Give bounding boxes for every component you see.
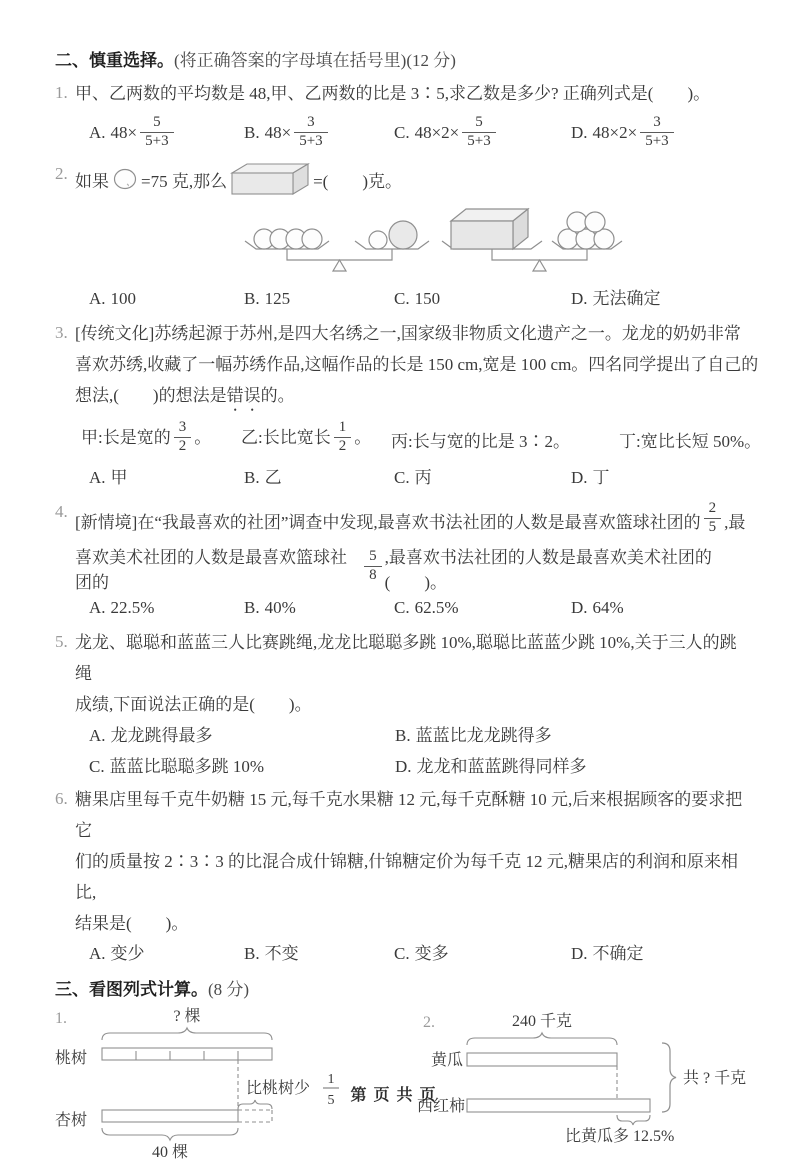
fraction: $\frac{5}{5+3}$ — [462, 114, 495, 150]
section-3-title: 三、看图列式计算。 — [55, 980, 208, 999]
question-5-line2: 成绩,下面说法正确的是( )。 — [75, 695, 312, 714]
diagram-1-row2-label: 杏树 — [55, 1112, 88, 1129]
question-6-number: 6. — [55, 789, 68, 808]
fraction: $\frac{2}{5}$ — [704, 500, 722, 536]
balance-scales-image — [237, 203, 627, 275]
q6-option-a: A. 变少 — [89, 944, 145, 963]
q5-option-a: A. 龙龙跳得最多 — [89, 726, 213, 745]
statement-ding: 丁:宽比长短 50%。 — [619, 431, 762, 451]
diagram-2-note: 比黄瓜多 12.5% — [565, 1128, 675, 1145]
balance-scales-figure — [237, 203, 749, 280]
question-3-number: 3. — [55, 323, 68, 342]
question-3-line3: 想法,( )的想法是错误的。 — [75, 386, 295, 405]
q4-option-c: C. 62.5% — [394, 598, 459, 617]
fraction: $\frac{1}{2}$ — [334, 419, 352, 455]
question-5-line1: 龙龙、聪聪和蓝蓝三人比赛跳绳,龙龙比聪聪多跳 10%,聪聪比蓝蓝少跳 10%,关于三人的跳绳 — [75, 633, 737, 683]
section-2-title: 二、慎重选择。 — [55, 51, 174, 70]
q3-option-d: D. 丁 — [571, 468, 610, 487]
statement-bing: 丙:长与宽的比是 3∶2。 — [391, 431, 570, 451]
question-2-number: 2. — [55, 164, 68, 183]
fraction: $\frac{3}{2}$ — [174, 419, 192, 455]
q2-option-a: A. 100 — [89, 289, 137, 308]
page-footer: 第页共页 — [350, 1087, 443, 1104]
question-4-line1: [新情境]在“我最喜欢的社团”调查中发现,最喜欢书法社团的人数是最喜欢篮球社团的 $\frac{2}{5}$ ,最 — [75, 499, 746, 535]
question-2-options — [75, 284, 749, 314]
section-3-heading — [55, 975, 749, 1005]
q4-option-b: B. 40% — [244, 598, 296, 617]
question-3-options — [75, 463, 761, 493]
question-6-line3: 结果是( )。 — [75, 914, 189, 933]
question-6-line2: 们的质量按 2∶3∶3 的比混合成什锦糖,什锦糖定价为每千克 12 元,糖果店的利润和原来相比, — [75, 852, 738, 902]
question-5-options-row2 — [75, 751, 749, 782]
question-6-line1: 糖果店里每千克牛奶糖 15 元,每千克水果糖 12 元,每千克酥糖 10 元,后来根据顾客的要求把它 — [75, 790, 743, 840]
question-4 — [55, 497, 749, 623]
q3-option-c: C. 丙 — [394, 468, 432, 487]
question-1-options — [75, 109, 749, 159]
question-3-line1: [传统文化]苏绣起源于苏州,是四大名绣之一,国家级非物质文化遗产之一。龙龙的奶奶非常 — [75, 324, 741, 343]
question-2-text: 如果 =75 克,那么 =( )克。 — [75, 159, 749, 199]
diagram-1-top-label: ? 棵 — [173, 1008, 201, 1025]
question-6-options — [75, 939, 749, 969]
question-5-number: 5. — [55, 632, 68, 651]
q6-option-c: C. 变多 — [394, 944, 449, 963]
q3-option-b: B. 乙 — [244, 468, 282, 487]
q3-option-a: A. 甲 — [89, 468, 128, 487]
question-3-statements — [75, 415, 761, 463]
diagram-1-bottom-label: 40 棵 — [151, 1144, 189, 1161]
diagram-1-note: 比桃树少 — [246, 1080, 311, 1097]
q5-option-d: D. 龙龙和蓝蓝跳得同样多 — [395, 757, 587, 776]
section-2-heading — [55, 46, 749, 76]
diagram-2-top-label: 240 千克 — [511, 1013, 573, 1030]
question-1-number: 1. — [55, 83, 68, 102]
diagram-2-row1-label: 黄瓜 — [431, 1052, 464, 1069]
diagram-1-note-frac-num: 1 — [327, 1072, 335, 1087]
question-4-number: 4. — [55, 502, 68, 521]
bar-diagram-cucumber-tomato — [417, 1011, 749, 1146]
question-4-line2: 喜欢美术社团的人数是最喜欢篮球社团的 $\frac{5}{8}$ ,最喜欢书法社团的人数是最喜欢美术社团的( )。 — [75, 547, 712, 592]
question-6 — [55, 784, 749, 969]
diagram-1-number: 1. — [55, 1010, 67, 1027]
diagram-2-right-label: 共 ? 千克 — [683, 1070, 747, 1087]
fraction: $\frac{5}{5+3}$ — [140, 114, 173, 150]
diagram-1-row1-label: 桃树 — [55, 1050, 88, 1067]
q6-option-b: B. 不变 — [244, 944, 299, 963]
question-5 — [55, 627, 749, 782]
q4-option-d: D. 64% — [571, 598, 624, 617]
fraction: $\frac{3}{5+3}$ — [294, 114, 327, 150]
ball-icon — [112, 167, 138, 191]
statement-yi: 乙:长比宽长 $\frac{1}{2}$ 。 — [241, 418, 372, 454]
q1-option-d: D. 48×2× $\frac{3}{5+3}$ — [571, 116, 749, 152]
diagram-2-row2-label: 西红柿 — [417, 1098, 466, 1115]
cuboid-icon — [230, 162, 310, 196]
question-3 — [55, 318, 762, 493]
question-2 — [55, 159, 749, 314]
q2-option-d: D. 无法确定 — [571, 289, 661, 308]
question-4-options — [75, 593, 749, 623]
emphasized-text: 错误 — [226, 386, 261, 405]
q6-option-d: D. 不确定 — [571, 944, 644, 963]
section-2-note: (将正确答案的字母填在括号里)(12 分) — [174, 51, 456, 70]
q5-option-b: B. 蓝蓝比龙龙跳得多 — [395, 726, 552, 745]
question-1 — [55, 78, 749, 159]
statement-jia: 甲:长是宽的 $\frac{3}{2}$ 。 — [81, 418, 212, 454]
q2-option-b: B. 125 — [244, 289, 291, 308]
q2-option-c: C. 150 — [394, 289, 441, 308]
q1-option-b: B. 48× $\frac{3}{5+3}$ — [244, 116, 394, 152]
section-3-note: (8 分) — [208, 980, 250, 999]
q5-option-c: C. 蓝蓝比聪聪多跳 10% — [89, 757, 265, 776]
diagram-1-note-frac-den: 5 — [327, 1093, 335, 1108]
question-3-line2: 喜欢苏绣,收藏了一幅苏绣作品,这幅作品的长是 150 cm,宽是 100 cm。四名同学提出了自己的 — [75, 355, 759, 374]
diagram-2-number: 2. — [423, 1014, 435, 1031]
fraction: $\frac{5}{8}$ — [364, 548, 382, 584]
q1-option-a: A. 48× $\frac{5}{5+3}$ — [89, 116, 244, 152]
question-5-options-row1 — [75, 720, 749, 751]
fraction: $\frac{3}{5+3}$ — [640, 114, 673, 150]
q4-option-a: A. 22.5% — [89, 598, 155, 617]
q1-option-c: C. 48×2× $\frac{5}{5+3}$ — [394, 116, 571, 152]
page-content — [55, 46, 762, 1167]
question-1-text: 甲、乙两数的平均数是 48,甲、乙两数的比是 3∶5,求乙数是多少? 正确列式是( )。 — [75, 84, 711, 103]
